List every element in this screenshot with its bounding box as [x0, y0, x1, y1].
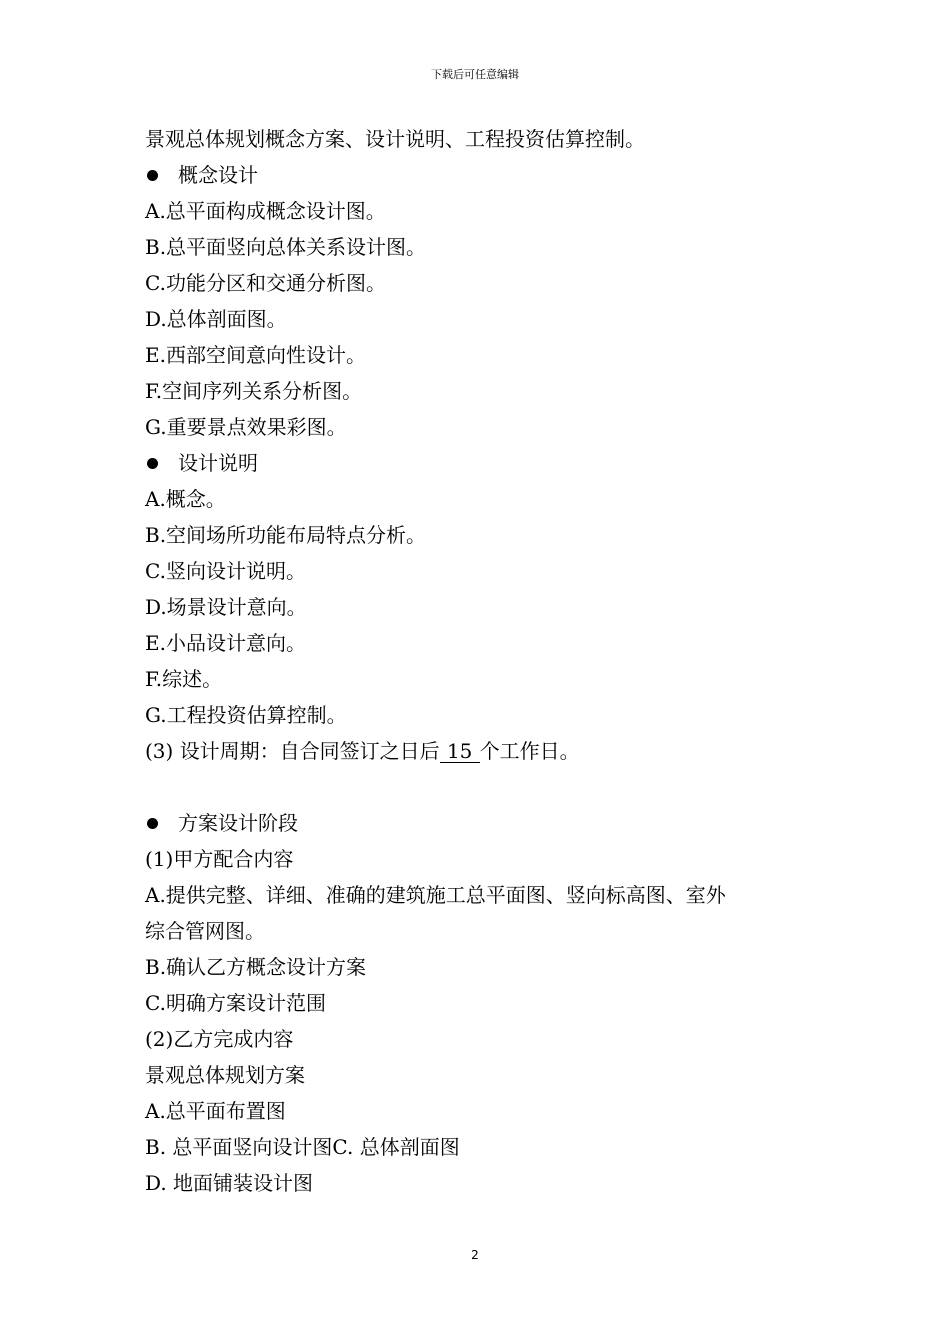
design-period-line: (3) 设计周期：自合同签订之日后 15 个工作日。: [145, 739, 580, 763]
list-item: D. 地面铺装设计图: [145, 1171, 314, 1195]
list-item: G.工程投资估算控制。: [145, 703, 347, 727]
list-item: B. 总平面竖向设计图C. 总体剖面图: [145, 1135, 460, 1159]
list-item: B.总平面竖向总体关系设计图。: [145, 235, 427, 259]
intro-line: 景观总体规划概念方案、设计说明、工程投资估算控制。: [145, 127, 645, 151]
list-item: G.重要景点效果彩图。: [145, 415, 347, 439]
list-item: E.西部空间意向性设计。: [145, 343, 366, 367]
subheading: (1)甲方配合内容: [145, 847, 294, 871]
list-item: C.明确方案设计范围: [145, 991, 326, 1015]
bullet-icon: [147, 458, 158, 469]
period-days-blank: 15: [440, 740, 480, 763]
section-heading-scheme: 方案设计阶段: [145, 805, 805, 841]
subheading: (2)乙方完成内容: [145, 1027, 294, 1051]
bullet-icon: [147, 818, 158, 829]
page-header: 下载后可任意编辑: [431, 68, 519, 81]
list-item: D.场景设计意向。: [145, 595, 307, 619]
list-item: B.确认乙方概念设计方案: [145, 955, 367, 979]
list-item: A.总平面布置图: [145, 1099, 286, 1123]
spacer: [145, 769, 805, 805]
list-item: C.竖向设计说明。: [145, 559, 306, 583]
list-item: F.空间序列关系分析图。: [145, 379, 363, 403]
list-item: F.综述。: [145, 667, 223, 691]
document-body: [145, 121, 805, 1201]
paragraph: 景观总体规划方案: [145, 1063, 305, 1087]
list-item: E.小品设计意向。: [145, 631, 306, 655]
section-heading-concept: 概念设计: [145, 157, 805, 193]
list-item: B.空间场所功能布局特点分析。: [145, 523, 427, 547]
list-item: A.提供完整、详细、准确的建筑施工总平面图、竖向标高图、室外: [145, 883, 726, 907]
list-item: C.功能分区和交通分析图。: [145, 271, 386, 295]
page-number: 2: [471, 1248, 479, 1262]
section-heading-description: 设计说明: [145, 445, 805, 481]
bullet-icon: [147, 170, 158, 181]
list-item: A.概念。: [145, 487, 226, 511]
list-item: D.总体剖面图。: [145, 307, 287, 331]
list-item: A.总平面构成概念设计图。: [145, 199, 386, 223]
list-item-continuation: 综合管网图。: [145, 919, 265, 943]
